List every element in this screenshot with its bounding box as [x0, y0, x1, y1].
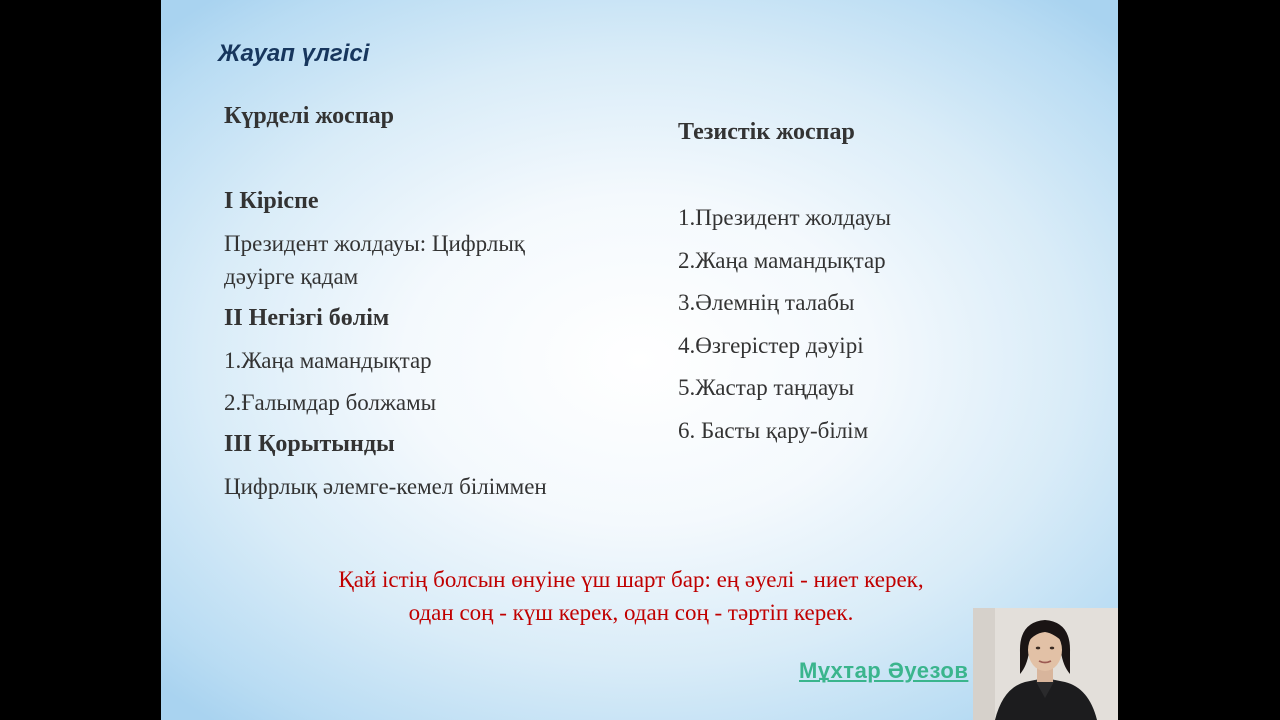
- presenter-video-icon: [973, 608, 1118, 720]
- thesis-plan-column: [678, 116, 1078, 456]
- slide-title: Жауап үлгісі: [218, 40, 370, 67]
- complex-plan-column: [224, 100, 624, 512]
- plan-section-conclusion: ІІІ Қорытынды: [224, 431, 395, 457]
- plan-item-conclusion-topic: Цифрлық әлемге-кемел біліммен: [224, 474, 547, 499]
- plan-section-main: ІІ Негізгі бөлім: [224, 305, 390, 331]
- thesis-item: 2.Жаңа мамандықтар: [678, 247, 886, 273]
- thesis-item: 1.Президент жолдауы: [678, 205, 891, 230]
- thesis-item: 3.Әлемнің талабы: [678, 290, 855, 315]
- plan-item-intro-topic: [224, 227, 624, 293]
- thesis-item: 5.Жастар таңдауы: [678, 375, 855, 400]
- quote-line-2: одан соң - күш керек, одан соң - тәртіп керек.: [408, 600, 854, 625]
- plan-section-intro: І Кіріспе: [224, 188, 319, 214]
- plan-item-text: Президент жолдауы: Цифрлық: [224, 231, 525, 256]
- plan-item-text-continued: дәуірге қадам: [224, 264, 359, 289]
- thesis-item: 4.Өзгерістер дәуірі: [678, 332, 864, 358]
- webcam-overlay: [973, 608, 1118, 720]
- complex-plan-heading: Күрделі жоспар: [224, 103, 394, 129]
- plan-item-scientists-forecast: 2.Ғалымдар болжамы: [224, 390, 437, 415]
- author-link[interactable]: Мұхтар Әуезов: [799, 658, 969, 683]
- thesis-item: 6. Басты қару-білім: [678, 417, 869, 443]
- thesis-plan-heading: Тезистік жоспар: [678, 119, 855, 145]
- quote-line-1: Қай істің болсын өнуіне үш шарт бар: ең әуелі - ниет керек,: [338, 567, 924, 592]
- quote-block: [291, 563, 971, 629]
- plan-item-new-professions: 1.Жаңа мамандықтар: [224, 348, 432, 373]
